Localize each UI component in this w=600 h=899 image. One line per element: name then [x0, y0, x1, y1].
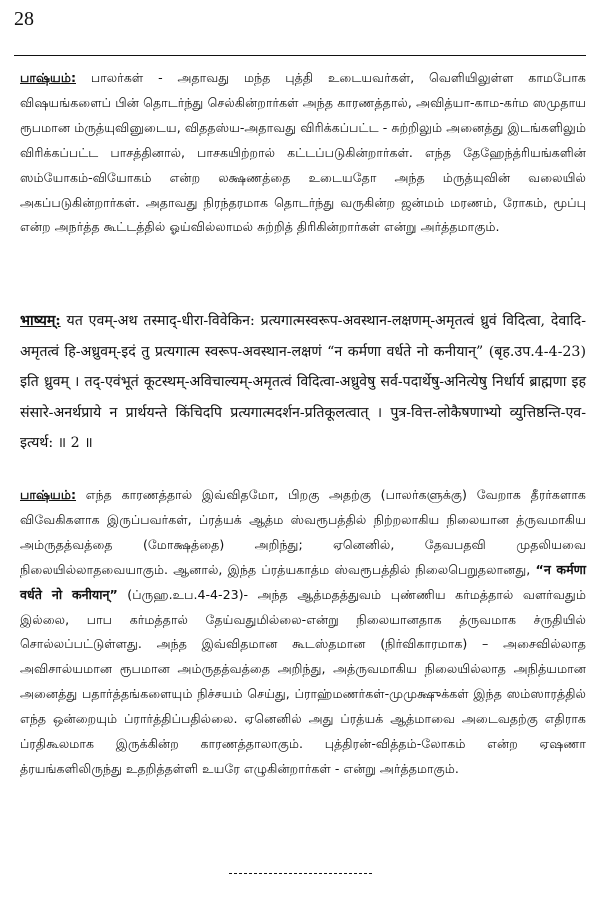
- sanskrit-quote: “न कर्मणा वर्धते नो कनीयान्”: [327, 343, 484, 360]
- page-number: 28: [14, 8, 34, 30]
- tamil-paragraph-2-text-b: (ப்ருஹ.உப.4-4-23)- அந்த ஆத்மதத்துவம் புண்ணிய கர்மத்தால் வளர்வதும் இல்லை, பாப கர்மத்தால் தேய்வதுமில்லை-என்று நிலையானதாக த்ருவமாக ச்ருதியில் சொல்லப்பட்டுள்ளது. அந்த இவ்விதமான கூடஸ்தமான (நிர்விகாரமாக) – அசைவில்லாத அவிசால்யமான ரூபமான அம்ருதத்வத்தை அறிந்து, அத்ருவமாகிய நிலையில்லாத அநித்யமான அனைத்து பதார்த்தங்களையும் நிச்சயம் செய்து, ப்ராஹ்மணர்கள்-முமுக்ஷுக்கள் இந்த ஸம்ஸாரத்தில் எந்த ஒன்றையும் ப்ரார்த்திப்பதில்லை. ஏனெனில் அது ப்ரத்யக் ஆத்மாவை அடைவதற்கு எதிராக ப்ரதிகூலமாக இருக்கின்ற காரணத்தாலாகும். புத்திரன்-வித்தம்-லோகம் என்ற ஏஷணா த்ரயங்களிலிருந்து உதறித்தள்ளி உயரே எழுகின்றார்கள் - என்று அர்த்தமாகும்.: [20, 586, 586, 776]
- end-divider: [229, 873, 372, 874]
- tamil-paragraph-2-text-a: எந்த காரணத்தால் இவ்விதமோ, பிறகு அதற்கு (பாலர்களுக்கு) வேறாக தீரர்களாக விவேகிகளாக இருப்பவர்கள், ப்ரத்யக் ஆத்ம ஸ்வரூபத்தில் நிற்றலாகிய நிலையான த்ருவமாகிய அம்ருதத்வத்தை (மோக்ஷத்தை) அறிந்து; ஏனெனில், தேவபதவி முதலியவை நிலையில்லாதவையாகும். ஆனால், இந்த ப்ரத்யகாத்ம ஸ்வரூபத்தில் நிலைபெறுதலானது,: [20, 487, 586, 577]
- sanskrit-text-part-1: यत एवम्-अथ तस्माद्-धीरा-विवेकिन: प्रत्यगात्मस्वरूप-अवस्थान-लक्षणम्-अमृतत्वं ध्रुवं विदित्वा, देवादि-अमृतत्वं हि-अध्रुवम्-इदं तु प्रत्यगात्म स्वरूप-अवस्थान-लक्षणं: [20, 313, 586, 360]
- tamil-paragraph-2-quote: “न कर्मणा वर्धते नो कनीयान्”: [20, 561, 586, 602]
- bhashyam-label-tamil-2: பாஷ்யம்:: [20, 487, 77, 502]
- tamil-commentary-block-2: [20, 483, 586, 782]
- tamil-paragraph-1-text: பாலர்கள் - அதாவது மந்த புத்தி உடையவர்கள், வெளியிலுள்ள காமபோக விஷயங்களைப் பின் தொடர்ந்து செல்கின்றார்கள் அந்த காரணத்தால், அவித்யா-காம-கர்ம ஸமுதாய ரூபமான ம்ருத்யுவினுடைய, விததஸ்ய-அதாவது விரிக்கப்பட்ட - சுற்றிலும் அனைத்து இடங்களிலும் விரிக்கப்பட்ட பாசத்தினால், பாசகயிற்றால் கட்டப்படுகின்றார்கள். எந்த தேஹேந்த்ரியங்களின் ஸம்யோகம்-வியோகம் என்ற லக்ஷணத்தை உடையதோ அந்த ம்ருத்யுவின் வலையில் அகப்படுகின்றார்கள். அதாவது நிரந்தரமாக தொடர்ந்து வருகின்ற ஜன்மம் மரணம், ரோகம், மூப்பு என்ற அநர்த்த கூட்டத்தில் ஓய்வில்லாமல் சுற்றித் திரிகின்றார்கள் என்று அர்த்தமாகும்.: [20, 70, 586, 235]
- sanskrit-text-part-2: (बृह.उप.4-4-23) इति ध्रुवम् । तद्-एवंभूतं कूटस्थम्-अविचाल्यम्-अमृतत्वं विदित्वा-अध्रुवेषु सर्व-पदार्थेषु-अनित्येषु निर्धार्य ब्राह्मणा इह संसारे-अनर्थप्राये न प्रार्थयन्ते किंचिदपि प्रत्यगात्मदर्शन-प्रतिकूलत्वात् । पुत्र-वित्त-लोकैषणाभ्यो व्युत्तिष्ठन्ति-एव-इत्यर्थ: ॥ 2 ॥: [20, 343, 586, 452]
- bhashyam-label-sanskrit: भाष्यम्:: [20, 313, 61, 329]
- tamil-paragraph-2: [20, 483, 586, 782]
- tamil-paragraph-1: [20, 66, 586, 240]
- sanskrit-paragraph: [20, 306, 586, 459]
- tamil-commentary-block-1: [20, 66, 586, 240]
- bhashyam-label-tamil: பாஷ்யம்:: [20, 70, 77, 85]
- header-rule: [14, 55, 586, 56]
- sanskrit-commentary-block: [20, 306, 586, 459]
